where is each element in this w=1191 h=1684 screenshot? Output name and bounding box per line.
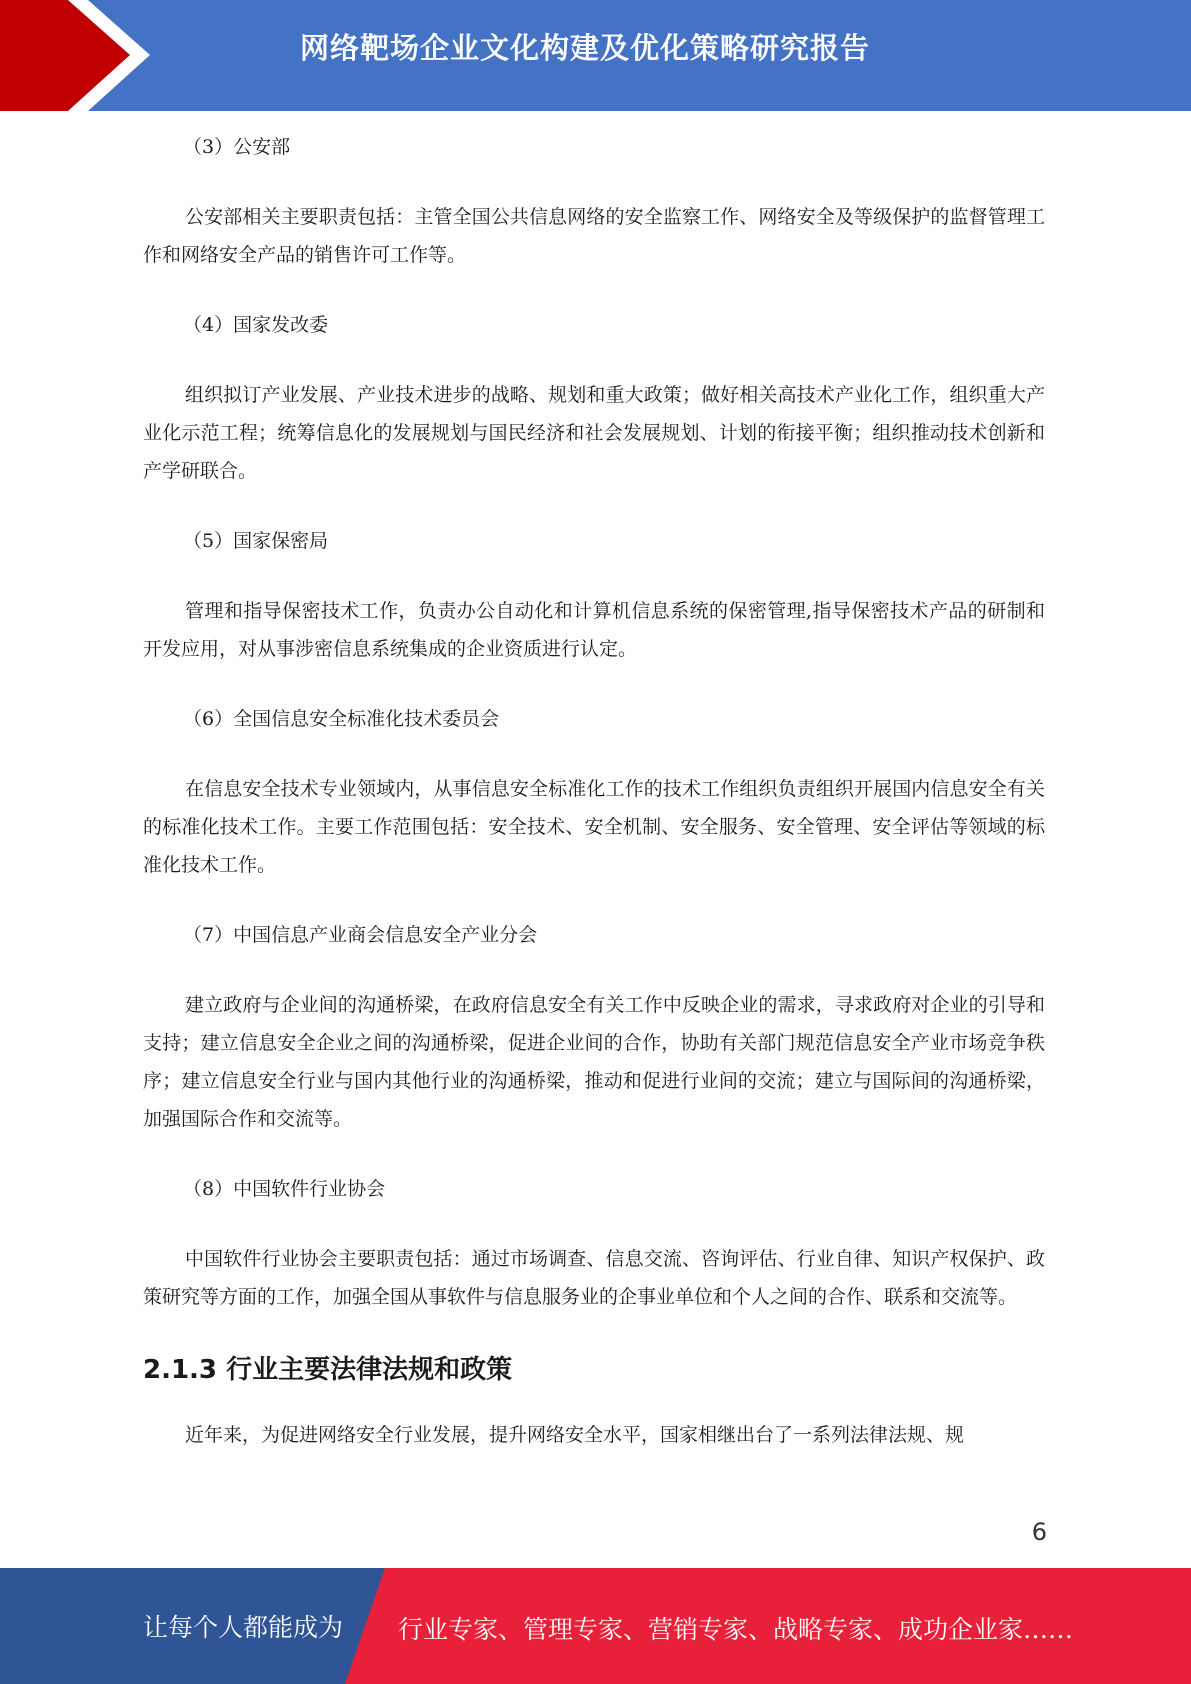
- paragraph-ndrc: 组织拟订产业发展、产业技术进步的战略、规划和重大政策；做好相关高技术产业化工作，组织重大产业化示范工程；统筹信息化的发展规划与国民经济和社会发展规划、计划的衔接平衡；组织推动技术创新和产学研联合。: [143, 384, 1045, 482]
- header-chevron-graphic: [0, 0, 160, 111]
- paragraph-software-association: 中国软件行业协会主要职责包括：通过市场调查、信息交流、咨询评估、行业自律、知识产权保护、政策研究等方面的工作，加强全国从事软件与信息服务业的企事业单位和个人之间的合作、联系和交流等。: [143, 1248, 1045, 1308]
- subheading-ministry-of-public-security: （3）公安部: [183, 136, 291, 158]
- paragraph-secrecy-bureau: 管理和指导保密技术工作，负责办公自动化和计算机信息系统的保密管理,指导保密技术产品的研制和开发应用，对从事涉密信息系统集成的企业资质进行认定。: [143, 600, 1045, 660]
- subheading-security-industry-branch: （7）中国信息产业商会信息安全产业分会: [183, 924, 538, 946]
- page-header: [0, 0, 1191, 111]
- document-title: 网络靶场企业文化构建及优化策略研究报告: [300, 31, 871, 65]
- page-footer: [0, 1568, 1191, 1684]
- subheading-software-association: （8）中国软件行业协会: [183, 1178, 386, 1200]
- paragraph-standards-committee: 在信息安全技术专业领域内，从事信息安全标准化工作的技术工作组织负责组织开展国内信息安全有关的标准化技术工作。主要工作范围包括：安全技术、安全机制、安全服务、安全管理、安全评估等领域的标准化技术工作。: [143, 778, 1045, 876]
- paragraph-public-security: 公安部相关主要职责包括：主管全国公共信息网络的安全监察工作、网络安全及等级保护的监督管理工作和网络安全产品的销售许可工作等。: [143, 206, 1045, 266]
- subheading-ndrc: （4）国家发改委: [183, 314, 329, 336]
- footer-slogan-right: 行业专家、管理专家、营销专家、战略专家、成功企业家……: [398, 1615, 1074, 1644]
- subheading-standards-committee: （6）全国信息安全标准化技术委员会: [183, 708, 500, 730]
- paragraph-laws-intro: 近年来，为促进网络安全行业发展，提升网络安全水平，国家相继出台了一系列法律法规、规: [185, 1424, 965, 1446]
- subheading-secrecy-bureau: （5）国家保密局: [183, 530, 329, 552]
- page-content: [143, 128, 1045, 1486]
- footer-slogan-left: 让每个人都能成为: [143, 1613, 344, 1642]
- section-heading-laws-policies: 2.1.3 行业主要法律法规和政策: [143, 1355, 513, 1385]
- page-number: 6: [1031, 1518, 1047, 1546]
- paragraph-security-industry-branch: 建立政府与企业间的沟通桥梁，在政府信息安全有关工作中反映企业的需求，寻求政府对企业的引导和支持；建立信息安全企业之间的沟通桥梁，促进企业间的合作，协助有关部门规范信息安全产业市场竞争秩序；建立信息安全行业与国内其他行业的沟通桥梁，推动和促进行业间的交流；建立与国际间的沟通桥梁，加强国际合作和交流等。: [143, 994, 1045, 1130]
